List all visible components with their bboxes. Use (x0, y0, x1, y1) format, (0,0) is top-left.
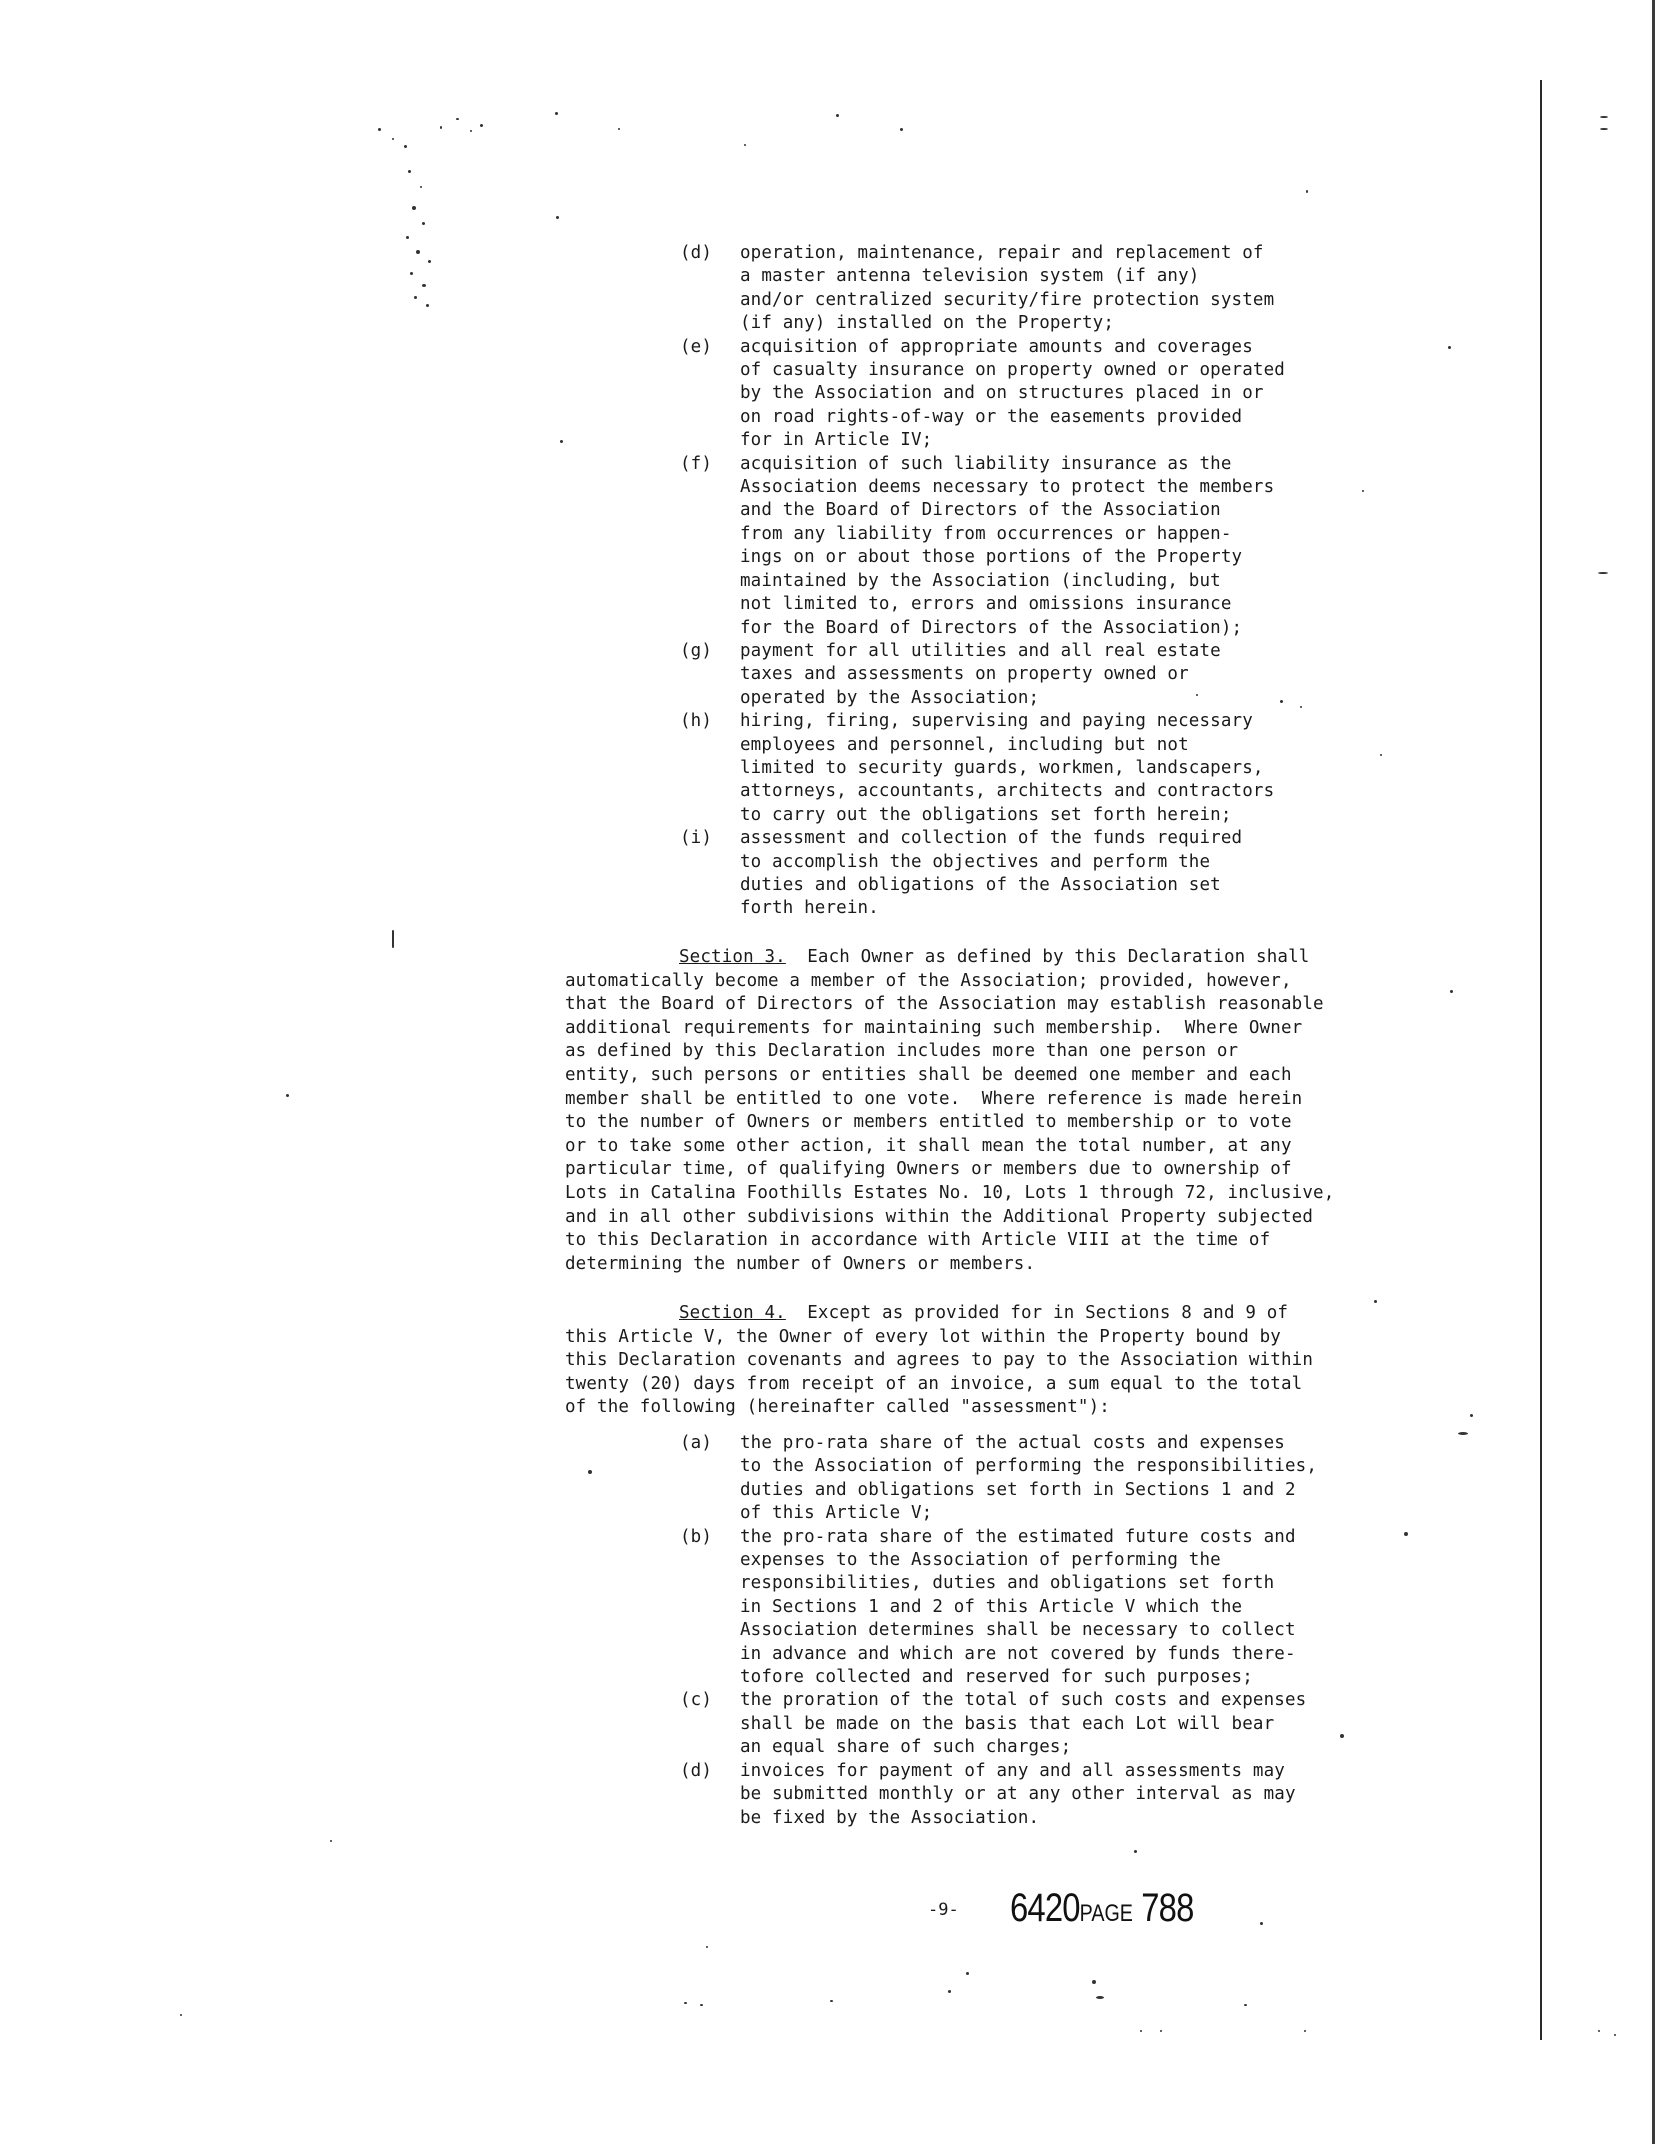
list-item-line: to carry out the obligations set forth herein; (740, 804, 1232, 825)
list-item-label: (h) (680, 711, 713, 732)
list-item-line: acquisition of such liability insurance as the (740, 453, 1232, 474)
responsibilities-list (680, 242, 1285, 921)
section-3-paragraph: Section 3. Each Owner as defined by this Declaration shall automatically become a member of the Association; provided, however, that the Board of Directors of the Association may establish reasonable additional requirements for maintaining such membership. Where Owner as defined by this Declaration includes more than one person or entity, such persons or entities shall be deemed one member and each member shall be entitled to one vote. Where reference is made herein to the number of Owners or members entitled to membership or to vote or to take some other action, it shall mean the total number, at any particular time, of qualifying Owners or members due to ownership of Lots in Catalina Foothills Estates No. 10, Lots 1 through 72, inclusive, and in all other subdivisions within the Additional Property subjected to this Declaration in accordance with Article VIII at the time of determining the number of Owners or members. (565, 946, 1334, 1276)
list-item-label: (a) (680, 1433, 713, 1453)
paragraph-line: to this Declaration in accordance with Article VIII at the time of (565, 1230, 1271, 1251)
list-item-line: maintained by the Association (including, but (740, 570, 1221, 591)
list-item-line: responsibilities, duties and obligations set forth (740, 1573, 1275, 1594)
paragraph-line: and in all other subdivisions within the Additional Property subjected (565, 1206, 1314, 1227)
list-item (680, 453, 1285, 640)
list-item-line: not limited to, errors and omissions insurance (740, 594, 1232, 615)
list-item-line: operated by the Association; (740, 687, 1040, 708)
list-item-line: payment for all utilities and all real estate (740, 640, 1221, 661)
list-item (680, 1432, 1317, 1526)
paragraph-line: of the following (hereinafter called "assessment"): (565, 1397, 1110, 1418)
section-4-heading: Section 4. (679, 1303, 786, 1323)
list-item-line: from any liability from occurrences or happen- (740, 523, 1232, 544)
list-item-line: duties and obligations set forth in Sections 1 and 2 (740, 1479, 1296, 1500)
list-item-line: hiring, firing, supervising and paying necessary (740, 711, 1253, 732)
list-item-line: to the Association of performing the responsibilities, (740, 1456, 1318, 1477)
list-item-line: tofore collected and reserved for such purposes; (740, 1667, 1253, 1688)
list-item-label: (i) (680, 828, 713, 849)
list-item-line: of this Article V; (740, 1503, 933, 1524)
paragraph-line: this Article V, the Owner of every lot within the Property bound by (565, 1326, 1281, 1347)
recording-stamp (1010, 1886, 1194, 1931)
scan-edge-line (1540, 80, 1542, 2040)
list-item-label: (b) (680, 1526, 713, 1547)
list-item-line: on road rights-of-way or the easements provided (740, 406, 1243, 427)
list-item-line: expenses to the Association of performing the (740, 1550, 1221, 1571)
list-item-line: taxes and assessments on property owned or (740, 664, 1189, 685)
list-item-line: attorneys, accountants, architects and contractors (740, 781, 1275, 802)
list-item-line: be submitted monthly or at any other interval as may (740, 1784, 1296, 1805)
list-item-label: (c) (680, 1690, 713, 1711)
section-3-heading: Section 3. (679, 947, 786, 967)
list-item (680, 710, 1285, 827)
list-item-line: the pro-rata share of the estimated future costs and (740, 1526, 1296, 1547)
paragraph-line: or to take some other action, it shall mean the total number, at any (565, 1135, 1292, 1156)
list-item-line: assessment and collection of the funds required (740, 828, 1243, 849)
list-item-line: acquisition of appropriate amounts and coverages (740, 336, 1253, 357)
paragraph-line: to the number of Owners or members entitled to membership or to vote (565, 1112, 1292, 1133)
list-item-line: employees and personnel, including but not (740, 734, 1189, 755)
paragraph-line: member shall be entitled to one vote. Where reference is made herein (565, 1088, 1303, 1109)
list-item-label: (f) (680, 453, 713, 474)
paragraph-line: this Declaration covenants and agrees to pay to the Association within (565, 1350, 1314, 1371)
paragraph-line: particular time, of qualifying Owners or members due to ownership of (565, 1159, 1292, 1180)
paragraph-line: additional requirements for maintaining such membership. Where Owner (565, 1017, 1303, 1038)
list-item-label: (e) (680, 336, 713, 357)
list-item-line: in advance and which are not covered by funds there- (740, 1643, 1296, 1664)
paragraph-line: determining the number of Owners or members. (565, 1253, 1036, 1274)
list-item-line: a master antenna television system (if any) (740, 266, 1200, 287)
list-item (680, 1526, 1317, 1690)
scan-border (1652, 0, 1655, 2144)
paragraph-line: that the Board of Directors of the Association may establish reasonable (565, 994, 1324, 1015)
list-item-line: by the Association and on structures placed in or (740, 383, 1264, 404)
list-item-line: (if any) installed on the Property; (740, 313, 1115, 334)
list-item (680, 640, 1285, 710)
list-item (680, 1689, 1317, 1759)
list-item-line: be fixed by the Association. (740, 1807, 1040, 1828)
section-4-paragraph: Section 4. Except as provided for in Sections 8 and 9 of this Article V, the Owner of every lot within the Property bound by this Declaration covenants and agrees to pay to the Association within twenty (20) days from receipt of an invoice, a sum equal to the total of the following (hereinafter called "assessment"): (565, 1302, 1313, 1420)
list-item-line: for the Board of Directors of the Association); (740, 617, 1243, 638)
list-item-line: for in Article IV; (740, 430, 933, 451)
stamp-page-word: PAGE (1079, 1900, 1133, 1927)
list-item (680, 827, 1285, 921)
stamp-page-number: 788 (1141, 1886, 1194, 1930)
list-item-label: (d) (680, 1760, 713, 1781)
paragraph-line: automatically become a member of the Association; provided, however, (565, 970, 1292, 991)
page-number: -9- (928, 1900, 959, 1920)
paragraph-line: as defined by this Declaration includes more than one person or (565, 1041, 1239, 1062)
paragraph-line: entity, such persons or entities shall be deemed one member and each (565, 1064, 1292, 1085)
list-item-line: limited to security guards, workmen, landscapers, (740, 757, 1264, 778)
list-item-line: the pro-rata share of the actual costs and expenses (740, 1433, 1285, 1453)
list-item-line: duties and obligations of the Association set (740, 874, 1221, 895)
list-item (680, 336, 1285, 453)
list-item-line: of casualty insurance on property owned or operated (740, 360, 1285, 381)
assessment-list (680, 1432, 1317, 1830)
list-item-line: shall be made on the basis that each Lot will bear (740, 1713, 1275, 1734)
list-item-line: in Sections 1 and 2 of this Article V which the (740, 1596, 1243, 1617)
list-item-line: an equal share of such charges; (740, 1737, 1072, 1758)
list-item (680, 242, 1285, 336)
list-item-line: Association determines shall be necessary to collect (740, 1620, 1296, 1641)
list-item-line: to accomplish the objectives and perform the (740, 851, 1211, 872)
list-item-line: ings on or about those portions of the Property (740, 547, 1243, 568)
list-item (680, 1760, 1317, 1830)
list-item-line: forth herein. (740, 898, 879, 919)
list-item-line: operation, maintenance, repair and replacement of (740, 243, 1264, 263)
paragraph-line: Lots in Catalina Foothills Estates No. 10, Lots 1 through 72, inclusive, (565, 1182, 1335, 1203)
list-item-line: and the Board of Directors of the Association (740, 500, 1221, 521)
paragraph-line: twenty (20) days from receipt of an invoice, a sum equal to the total (565, 1373, 1303, 1394)
stamp-book-number: 6420 (1010, 1886, 1080, 1930)
list-item-line: Association deems necessary to protect the members (740, 477, 1275, 498)
list-item-label: (d) (680, 243, 713, 263)
list-item-line: and/or centralized security/fire protection system (740, 289, 1275, 310)
list-item-label: (g) (680, 640, 713, 661)
list-item-line: invoices for payment of any and all assessments may (740, 1760, 1285, 1781)
list-item-line: the proration of the total of such costs and expenses (740, 1690, 1307, 1711)
